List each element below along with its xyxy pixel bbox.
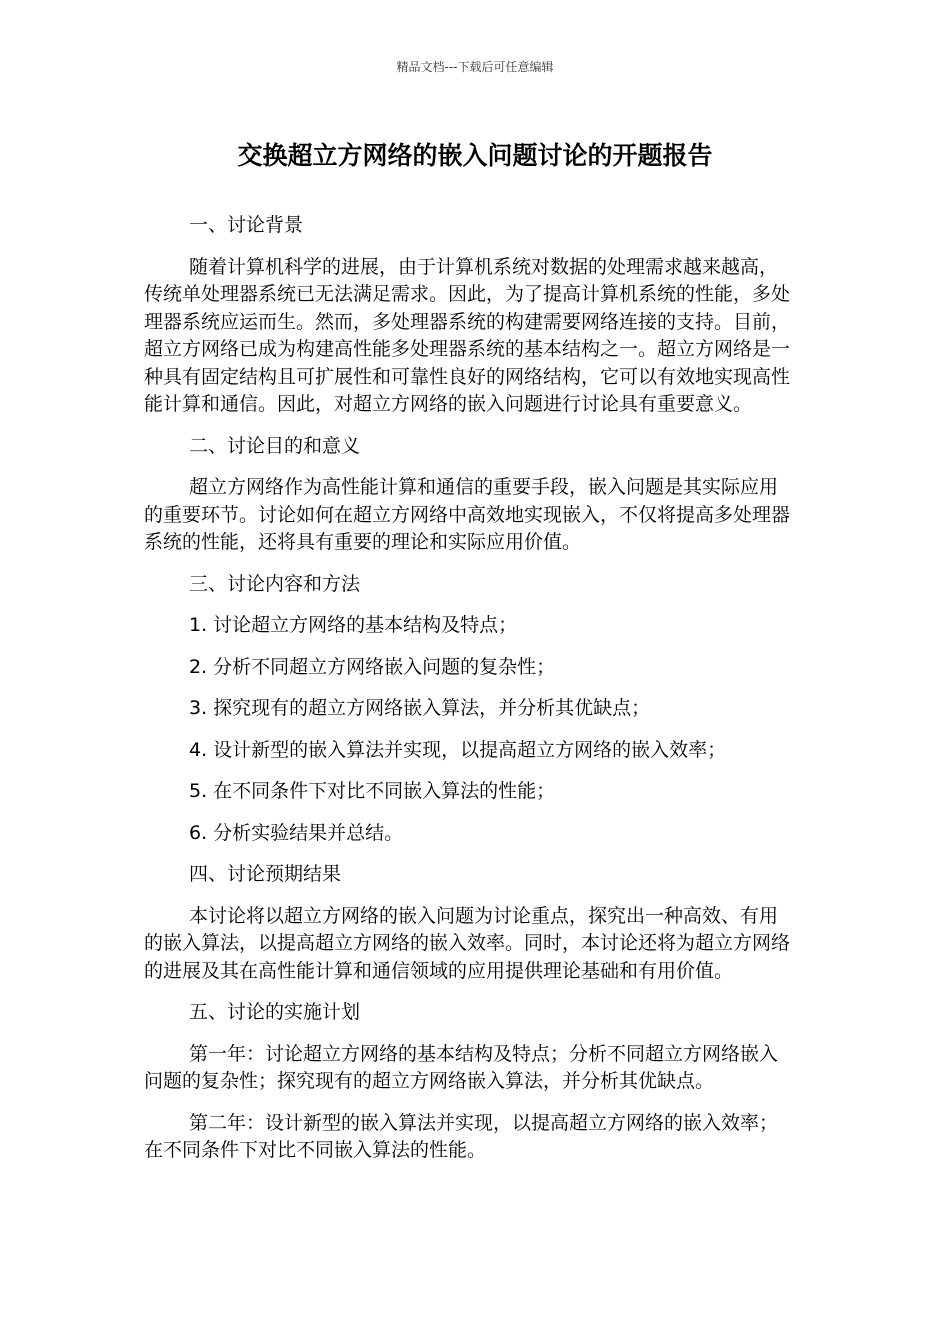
page-header: 精品文档---下载后可任意编辑: [396, 60, 554, 74]
list-item: 1. 讨论超立方网络的基本结构及特点；: [189, 614, 518, 636]
section-heading-background: 一、讨论背景: [189, 214, 304, 236]
document-body: [144, 212, 794, 1179]
section-heading-plan: 五、讨论的实施计划: [189, 1001, 361, 1023]
document-title: 交换超立方网络的嵌入问题讨论的开题报告: [237, 141, 713, 170]
paragraph-background: 随着计算机科学的进展，由于计算机系统对数据的处理需求越来越高，传统单处理器系统已无法满足需求。因此，为了提高计算机系统的性能，多处理器系统应运而生。然而，多处理器系统的构建需要网络连接的支持。目前，超立方网络已成为构建高性能多处理器系统的基本结构之一。超立方网络是一种具有固定结构且可扩展性和可靠性良好的网络结构，它可以有效地实现高性能计算和通信。因此，对超立方网络的嵌入问题进行讨论具有重要意义。: [144, 255, 791, 415]
list-item: 3. 探究现有的超立方网络嵌入算法，并分析其优缺点；: [189, 697, 651, 719]
paragraph-plan-year1: 第一年：讨论超立方网络的基本结构及特点；分析不同超立方网络嵌入问题的复杂性；探究现有的超立方网络嵌入算法，并分析其优缺点。: [144, 1042, 779, 1092]
paragraph-purpose: 超立方网络作为高性能计算和通信的重要手段，嵌入问题是其实际应用的重要环节。讨论如何在超立方网络中高效地实现嵌入，不仅将提高多处理器系统的性能，还将具有重要的理论和实际应用价值。: [144, 476, 791, 553]
paragraph-expected-results: 本讨论将以超立方网络的嵌入问题为讨论重点，探究出一种高效、有用的嵌入算法，以提高超立方网络的嵌入效率。同时，本讨论还将为超立方网络的进展及其在高性能计算和通信领域的应用提供理论基础和有用价值。: [144, 904, 791, 982]
section-heading-expected-results: 四、讨论预期结果: [189, 863, 342, 885]
list-item: 4. 设计新型的嵌入算法并实现，以提高超立方网络的嵌入效率；: [189, 738, 727, 761]
section-heading-content: 三、讨论内容和方法: [189, 572, 361, 595]
list-item: 6. 分析实验结果并总结。: [189, 821, 404, 844]
list-item: 5. 在不同条件下对比不同嵌入算法的性能；: [189, 780, 556, 802]
section-heading-purpose: 二、讨论目的和意义: [189, 434, 361, 457]
list-item: 2. 分析不同超立方网络嵌入问题的复杂性；: [189, 655, 556, 678]
paragraph-plan-year2: 第二年：设计新型的嵌入算法并实现，以提高超立方网络的嵌入效率；在不同条件下对比不同嵌入算法的性能。: [144, 1111, 779, 1161]
